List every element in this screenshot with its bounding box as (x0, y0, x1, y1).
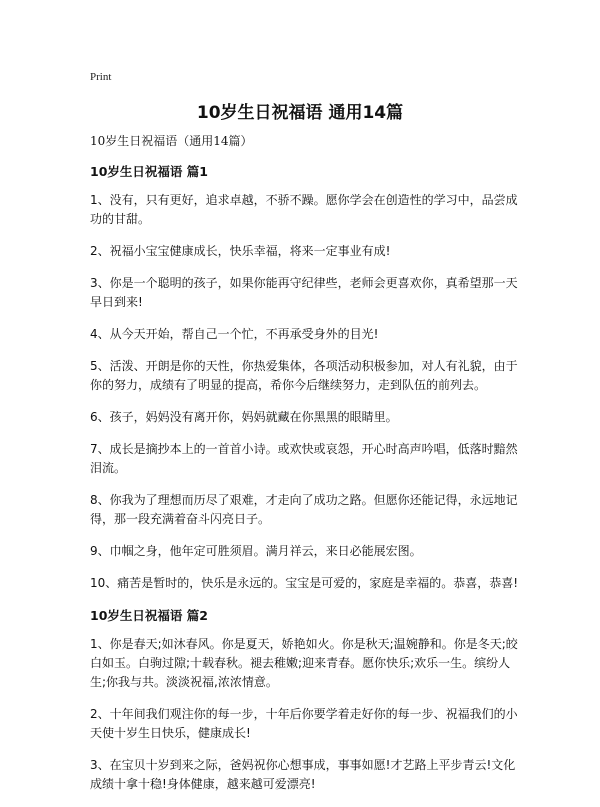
paragraph: 6、孩子，妈妈没有离开你，妈妈就藏在你黑黑的眼睛里。 (90, 410, 398, 424)
paragraph: 3、在宝贝十岁到来之际，爸妈祝你心想事成，事事如愿!才艺路上平步青云!文化成绩十拿十稳!身体健康，越来越可爱漂亮! (90, 758, 516, 791)
paragraph: 8、你我为了理想而历尽了艰难，才走向了成功之路。但愿你还能记得，永远地记得，那一段充满着奋斗闪亮日子。 (90, 493, 518, 526)
paragraph: 1、没有，只有更好，追求卓越，不骄不躁。愿你学会在创造性的学习中，品尝成功的甘甜。 (90, 193, 518, 226)
document-subtitle: 10岁生日祝福语（通用14篇） (90, 134, 253, 148)
page-title: 10岁生日祝福语 通用14篇 (196, 103, 404, 123)
paragraph: 1、你是春天;如沐春风。你是夏天，娇艳如火。你是秋天;温婉静和。你是冬天;皎白如玉。白驹过隙;十载春秋。褪去稚嫩;迎来青春。愿你快乐;欢乐一生。缤纷人生;你我与共。淡淡祝福,浓浓情意。 (90, 637, 518, 689)
section-1 (90, 162, 520, 593)
paragraph: 2、十年间我们观注你的每一步，十年后你要学着走好你的每一步、祝福我们的小天使十岁生日快乐，健康成长! (90, 707, 518, 740)
print-link[interactable]: Print (90, 71, 112, 83)
paragraph: 10、痛苦是暂时的，快乐是永远的。宝宝是可爱的，家庭是幸福的。恭喜，恭喜! (90, 576, 519, 590)
paragraph: 5、活泼、开朗是你的天性，你热爱集体，各项活动积极参加，对人有礼貌，由于你的努力，成绩有了明显的提高，希你今后继续努力，走到队伍的前列去。 (90, 359, 518, 392)
paragraph: 9、巾帼之身，他年定可胜须眉。满月祥云，来日必能展宏图。 (90, 544, 422, 558)
paragraph: 4、从今天开始，帮自己一个忙，不再承受身外的目光! (90, 327, 379, 341)
paragraph: 7、成长是摘抄本上的一首首小诗。或欢快或哀怨，开心时高声吟唱，低落时黯然泪流。 (90, 442, 518, 475)
document-content (90, 162, 520, 807)
paragraph: 2、祝福小宝宝健康成长，快乐幸福，将来一定事业有成! (90, 244, 391, 258)
section-heading: 10岁生日祝福语 篇2 (90, 608, 208, 623)
section-heading: 10岁生日祝福语 篇1 (90, 164, 208, 179)
paragraph: 3、你是一个聪明的孩子，如果你能再守纪律些，老师会更喜欢你，真希望那一天早日到来! (90, 276, 518, 309)
section-2 (90, 606, 520, 794)
